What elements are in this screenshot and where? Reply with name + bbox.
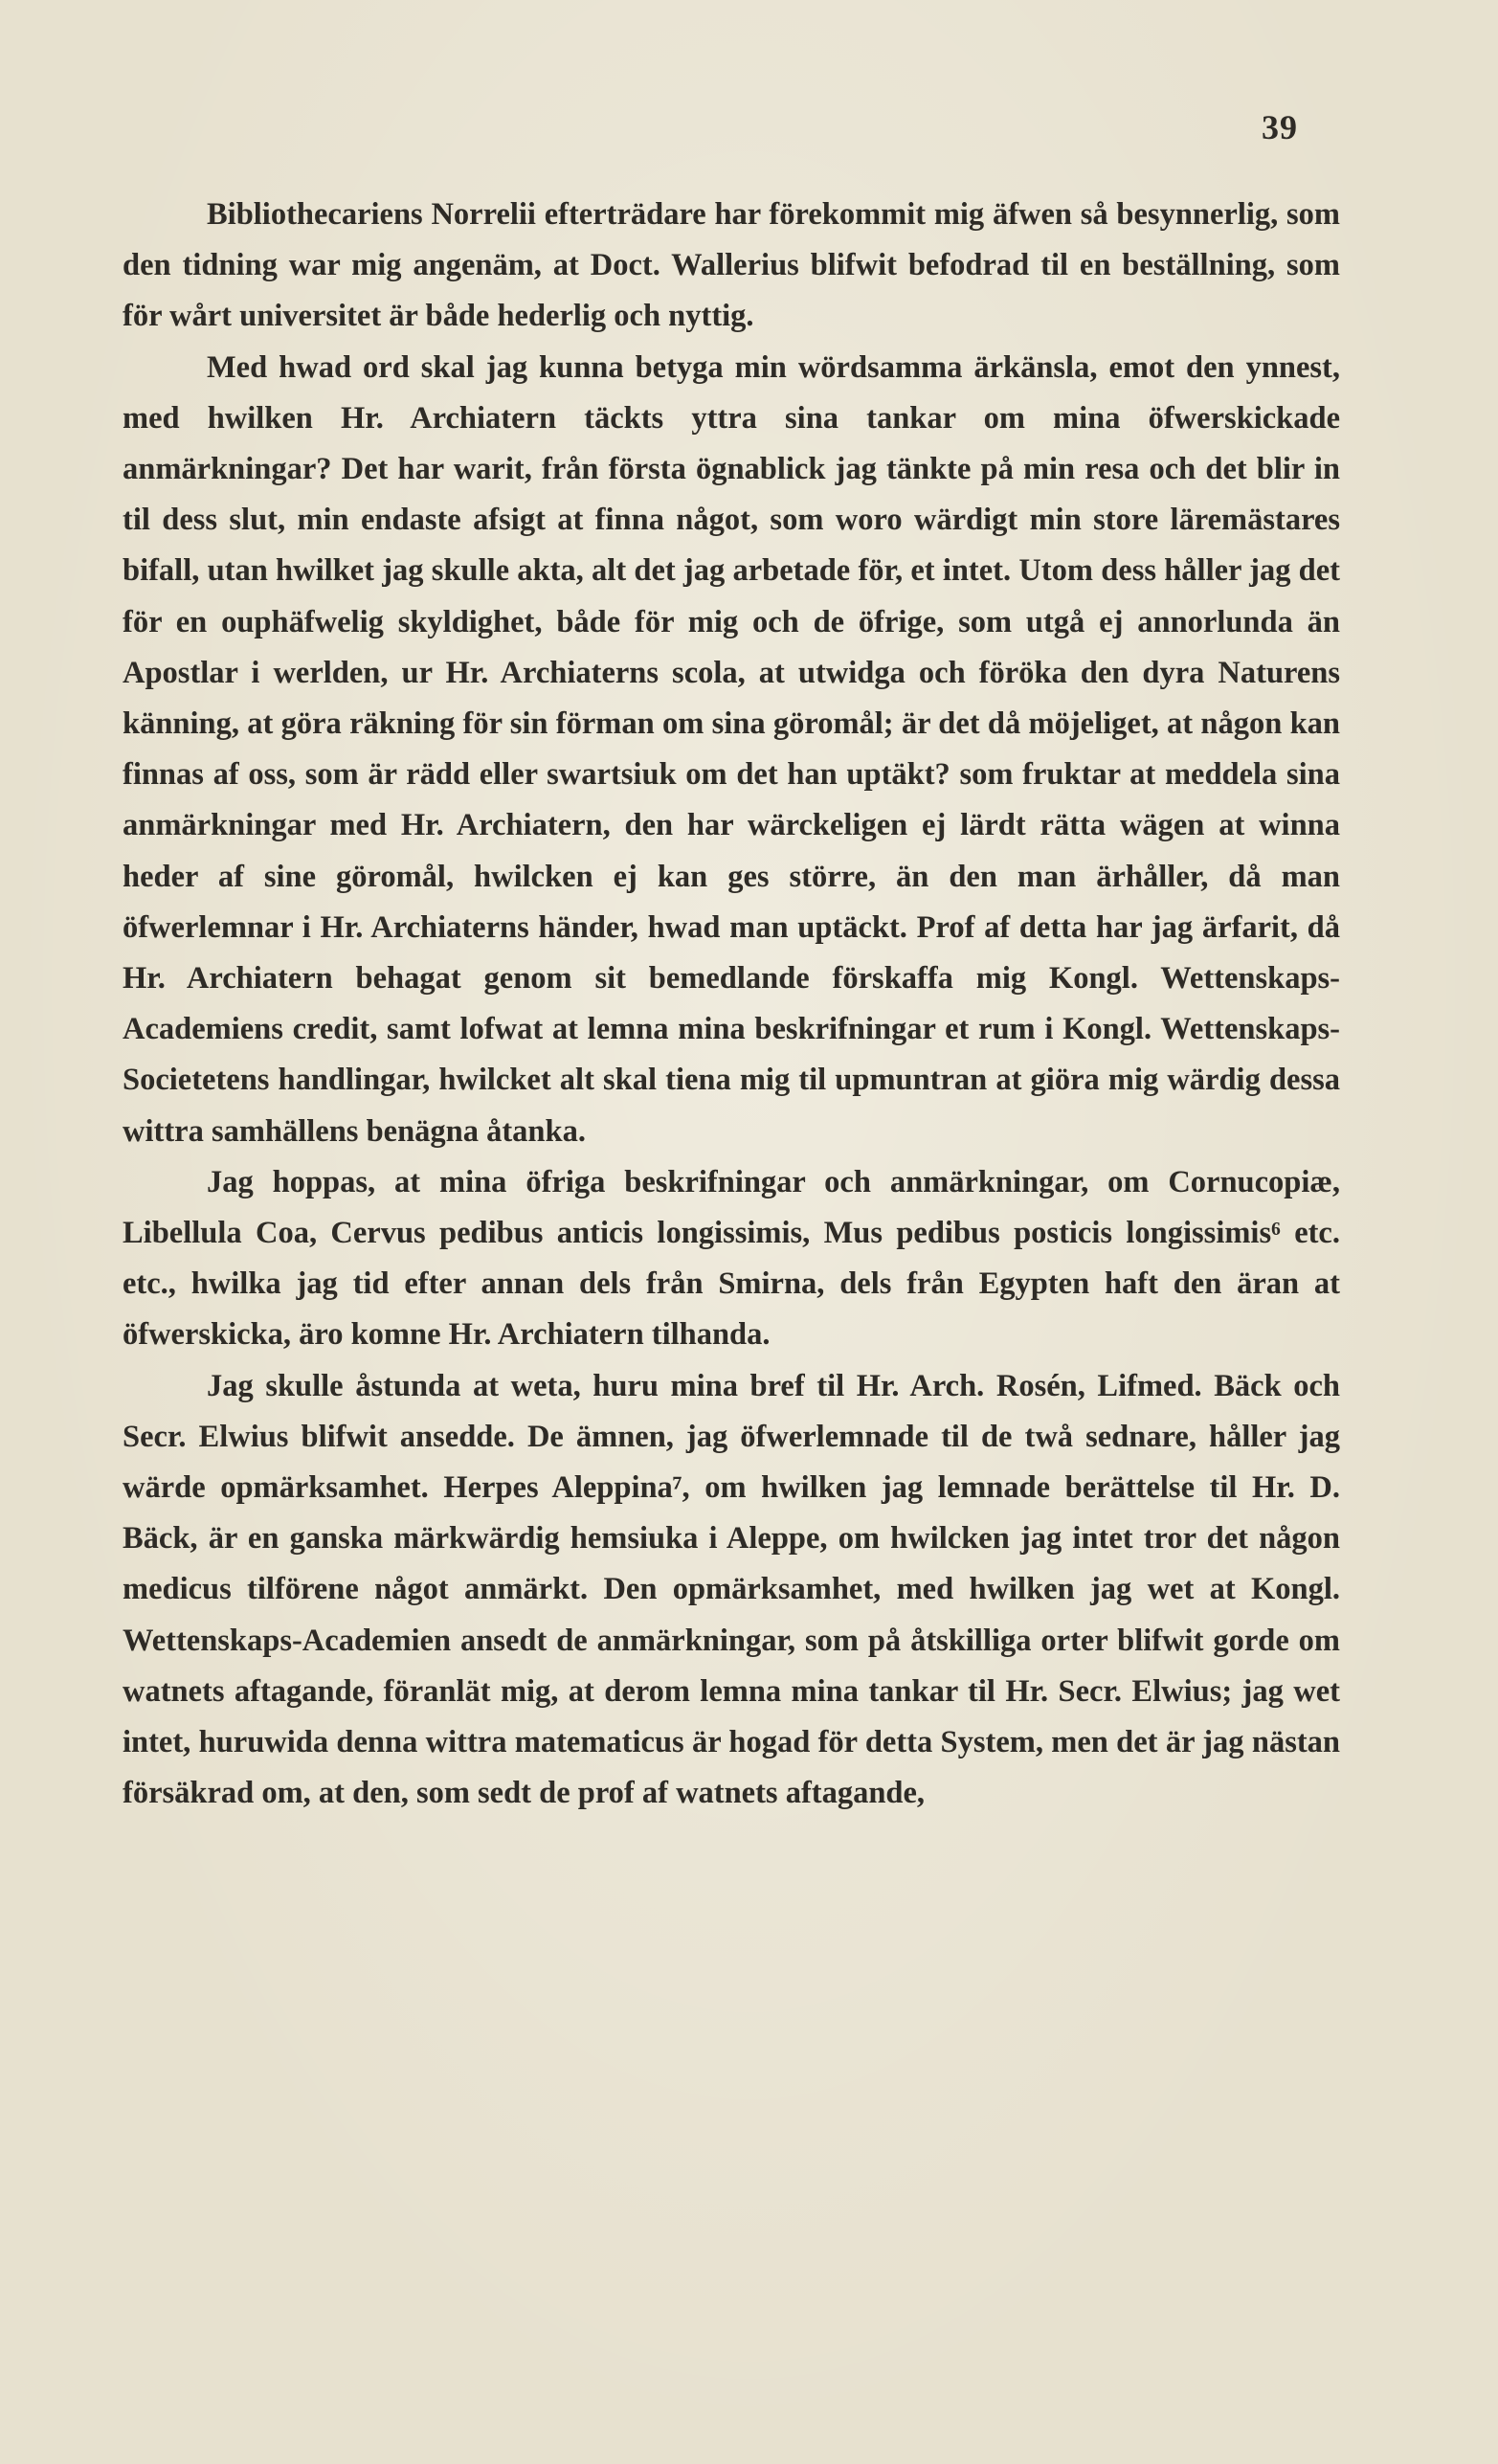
paragraph: Bibliothecariens Norrelii efterträdare har förekommit mig äfwen så besynnerlig, som den tidning war mig angenäm, at Doct. Wallerius blifwit befodrad til en beställning, som för wårt universitet är både hederlig och nyttig.	[123, 197, 1340, 334]
page-number: 39	[1262, 108, 1298, 146]
paragraph: Jag skulle åstunda at weta, huru mina bref til Hr. Arch. Rosén, Lifmed. Bäck och Secr. Elwius blifwit ansedde. De ämnen, jag öfwerlemnade til de twå sednare, håller jag wärde opmärksamhet. Herpes Aleppina⁷, om hwilken jag lemnade berättelse til Hr. D. Bäck, är en ganska märkwärdig hemsiuka i Aleppe, om hwilcken jag intet tror det någon medicus tilförene något anmärkt. Den opmärksamhet, med hwilken jag wet at Kongl. Wettenskaps-Academien ansedt de anmärkningar, som på åtskilliga orter blifwit gorde om watnets aftagande, föranlät mig, at derom lemna mina tankar til Hr. Secr. Elwius; jag wet intet, huruwida denna wittra matematicus är hogad för detta System, men det är jag nästan försäkrad om, at den, som sedt de prof af watnets aftagande,	[123, 1368, 1340, 1811]
body-text	[123, 190, 1340, 1820]
paragraph: Med hwad ord skal jag kunna betyga min wördsamma ärkänsla, emot den ynnest, med hwilken Hr. Archiatern täckts yttra sina tankar om mina öfwerskickade anmärkningar? Det har warit, från första ögnablick jag tänkte på min resa och det blir in til dess slut, min endaste afsigt at finna något, som woro wärdigt min store läremästares bifall, utan hwilket jag skulle akta, alt det jag arbetade för, et intet. Utom dess håller jag det för en ouphäfwelig skyldighet, både för mig och de öfrige, som utgå ej annorlunda än Apostlar i werlden, ur Hr. Archiaterns scola, at utwidga och föröka den dyra Naturens känning, at göra räkning för sin förman om sina göromål; är det då möjeliget, at någon kan finnas af oss, som är rädd eller swartsiuk om det han uptäkt? som fruktar at meddela sina anmärkningar med Hr. Archiatern, den har wärckeligen ej lärdt rätta wägen at winna heder af sine göromål, hwilcken ej kan ges större, än den man ärhåller, då man öfwerlemnar i Hr. Archiaterns händer, hwad man uptäckt. Prof af detta har jag ärfarit, då Hr. Archiatern behagat genom sit bemedlande förskaffa mig Kongl. Wettenskaps-Academiens credit, samt lofwat at lemna mina beskrifningar et rum i Kongl. Wettenskaps-Societetens handlingar, hwilcket alt skal tiena mig til upmuntran at giöra mig wärdig dessa wittra samhällens benägna åtanka.	[123, 349, 1340, 1149]
paragraph: Jag hoppas, at mina öfriga beskrifningar och anmärkningar, om Cornucopiæ, Libellula Coa, Cervus pedibus anticis longissimis, Mus pedibus posticis longissimis⁶ etc. etc., hwilka jag tid efter annan dels från Smirna, dels från Egypten haft den äran at öfwerskicka, äro komne Hr. Archiatern tilhanda.	[123, 1164, 1340, 1353]
